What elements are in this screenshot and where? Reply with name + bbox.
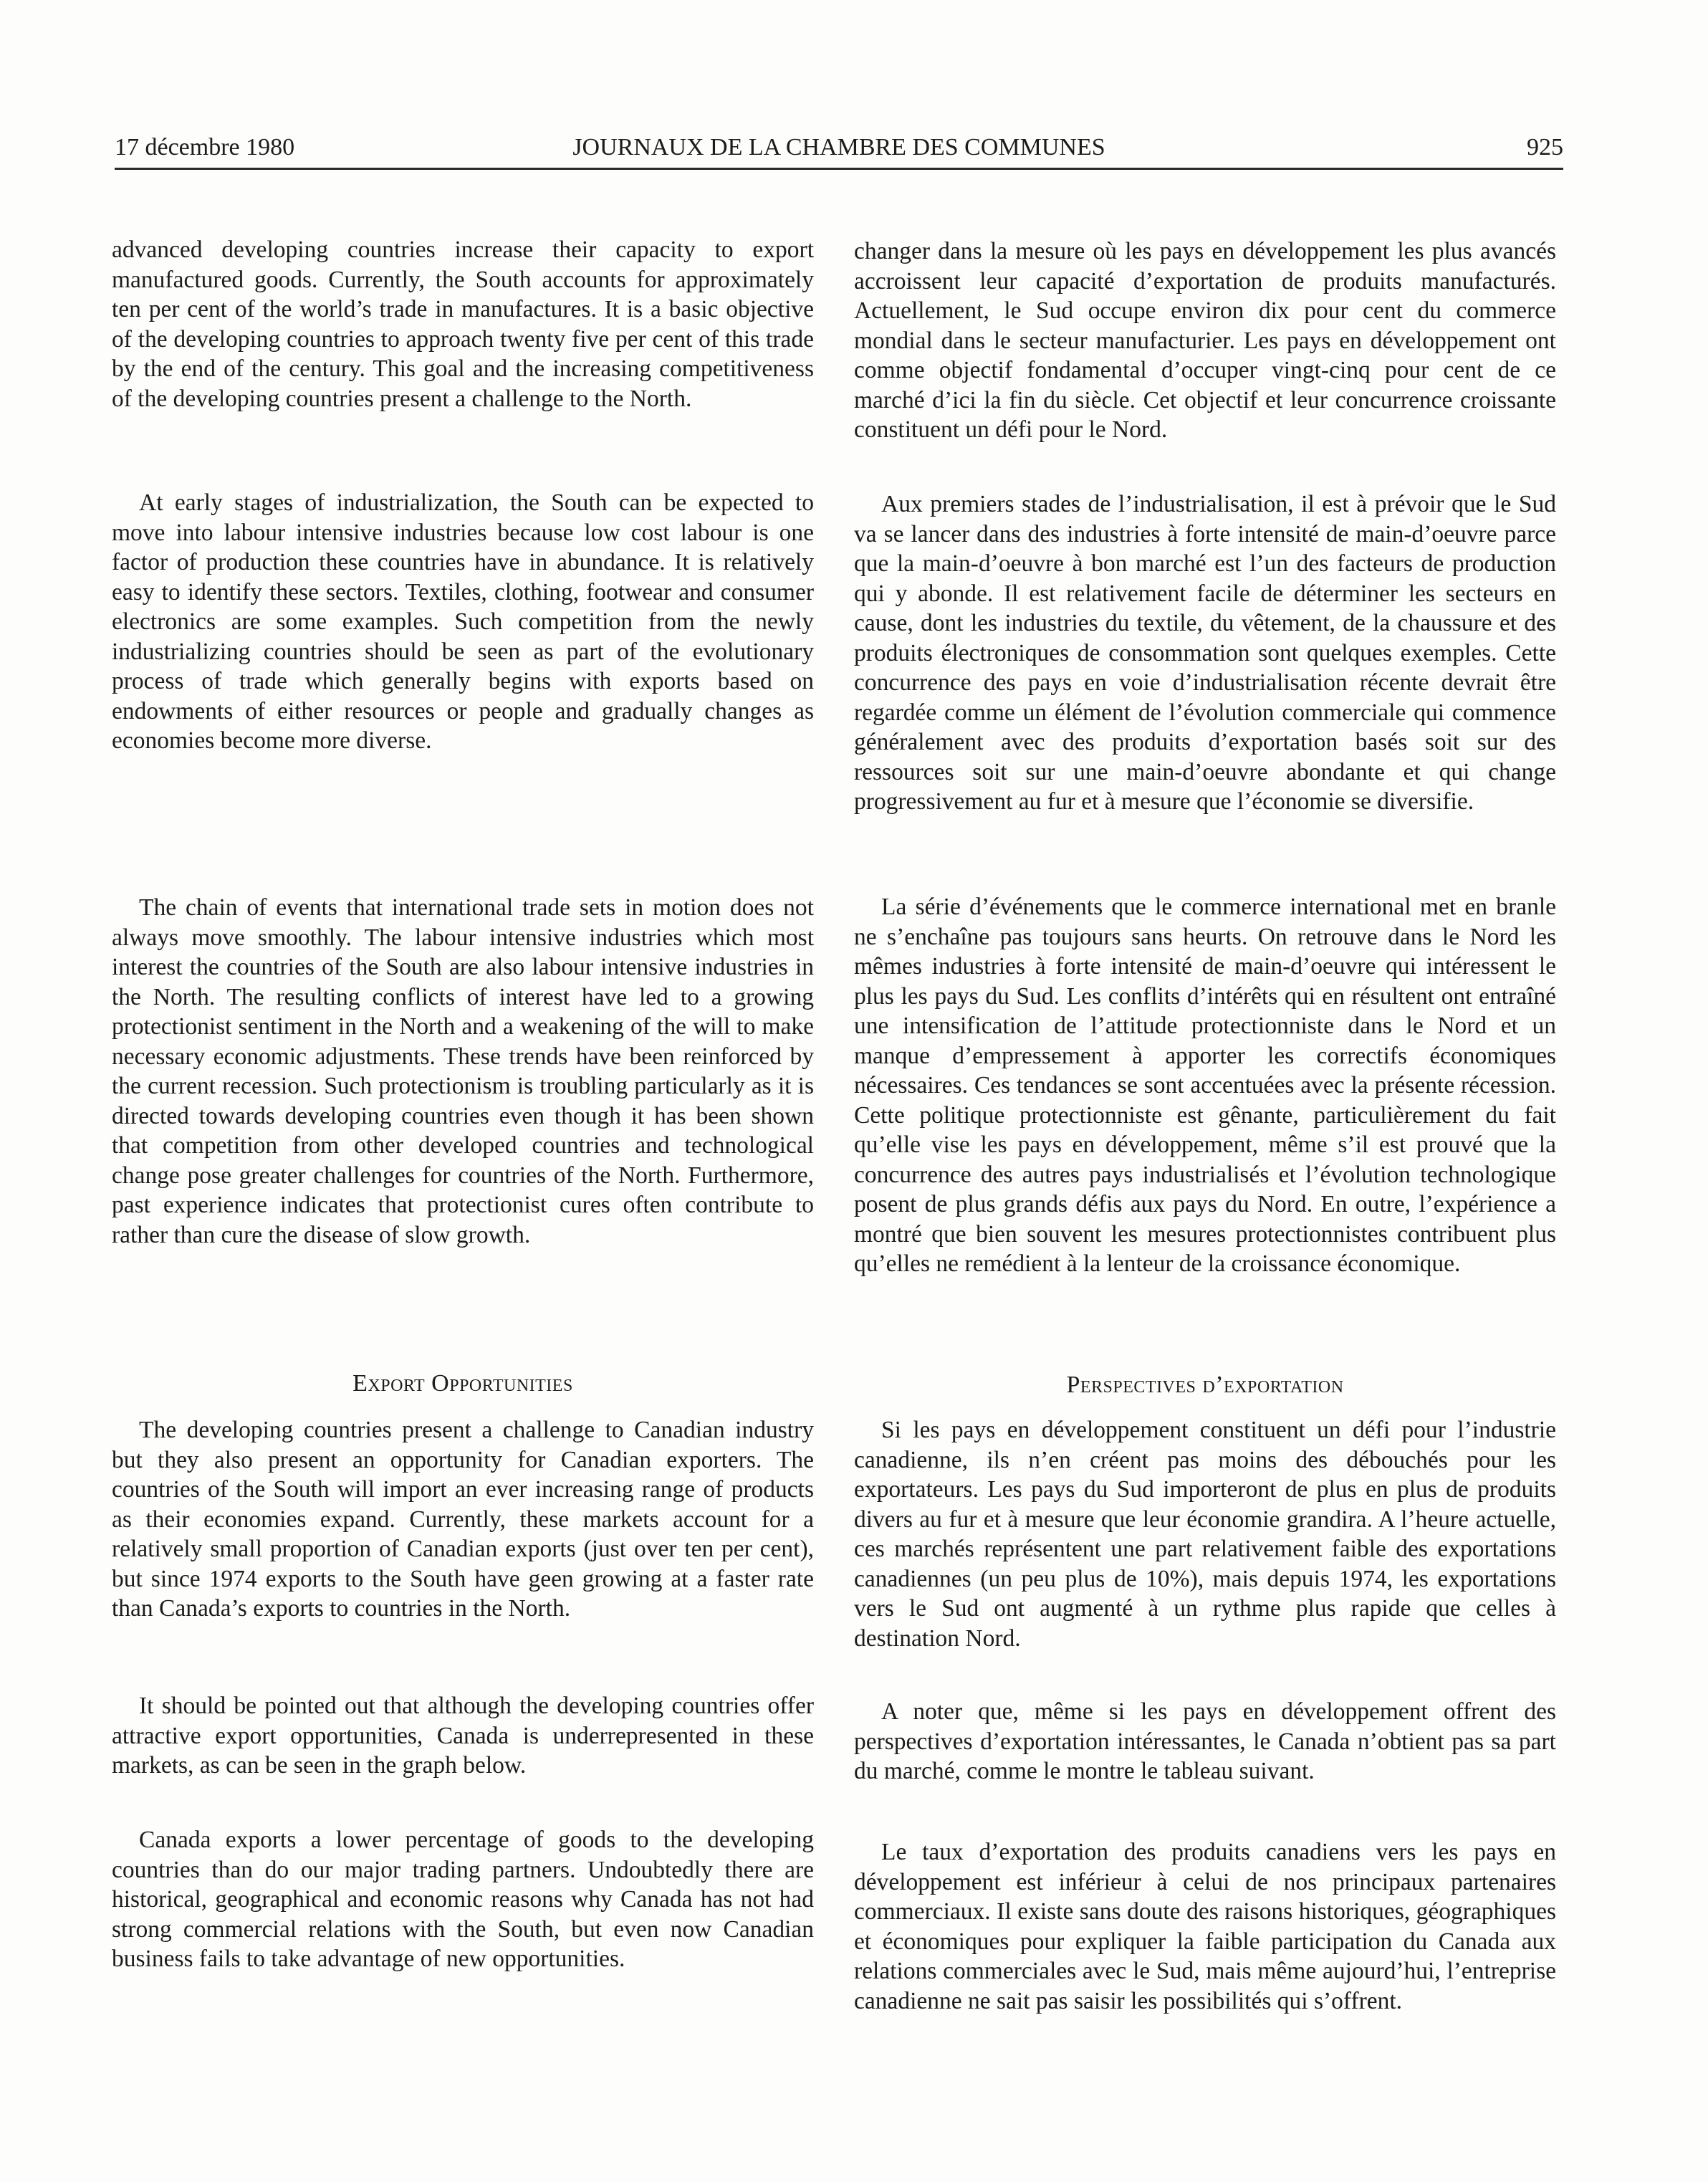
en-section-heading: Export Opportunities xyxy=(352,1370,573,1397)
fr-paragraph-6: Le taux d’exportation des produits canadiens vers les pays en développement est inférieur à celui de nos principaux partenaires commerciaux. Il existe sans doute des raisons historiques, géographiques et économiques pour expliquer la faible participation du Canada aux relations commerciales avec le Sud, mais même aujourd’hui, l’entreprise canadienne ne sait pas saisir les possibilités qui s’offrent. xyxy=(854,1839,1556,2014)
fr-paragraph-3: La série d’événements que le commerce international met en branle ne s’enchaîne pas toujours sans heurts. On retrouve dans le Nord les mêmes industries à forte intensité de main-d’oeuvre qui intéressent le plus les pays du Sud. Les conflits d’intérêts qui en résultent ont entraîné une intensification de l’attitude protectionniste dans le Nord et un manque d’empressement à apporter les correctifs économiques nécessaires. Ces tendances se sont accentuées avec la présente récession. Cette politique protectionniste est gênante, particulièrement du fait qu’elle vise les pays en développement, même s’il est prouvé que la concurrence des autres pays industrialisés et l’évolution technologique posent de plus grands défis aux pays du Nord. En outre, l’expérience a montré que bien souvent les mesures protectionnistes contribuent plus qu’elles ne remédient à la lenteur de la croissance économique. xyxy=(854,894,1556,1277)
en-paragraph-4: The developing countries present a challenge to Canadian industry but they also present an opportunity for Canadian exporters. The countries of the South will import an ever increasing range of products as their economies expand. Currently, these markets account for a relatively small proportion of Canadian exports (just over ten per cent), but since 1974 exports to the South have geen growing at a faster rate than Canada’s exports to countries in the North. xyxy=(112,1417,814,1622)
fr-section-heading: Perspectives d’exportation xyxy=(1066,1372,1344,1398)
en-paragraph-5: It should be pointed out that although the developing countries offer attractive export opportunities, Canada is underrepresented in these markets, as can be seen in the graph below. xyxy=(112,1693,814,1779)
fr-paragraph-2: Aux premiers stades de l’industrialisation, il est à prévoir que le Sud va se lancer dans des industries à forte intensité de main-d’oeuvre parce que la main-d’oeuvre à bon marché est l’un des facteurs de production qui y abonde. Il est relativement facile de déterminer les secteurs en cause, dont les industries du textile, du vêtement, de la chaussure et des produits électroniques de consommation sont quelques exemples. Cette concurrence des pays en voie d’industrialisation récente devrait être regardée comme un élément de l’évolution commerciale qui commence généralement avec des produits d’exportation basés soit sur des ressources soit sur une main-d’oeuvre abondante et qui change progressivement au fur et à mesure que l’économie se diversifie. xyxy=(854,491,1556,815)
en-paragraph-2: At early stages of industrialization, the South can be expected to move into labour intensive industries because low cost labour is one factor of production these countries have in abundance. It is relatively easy to identify these sectors. Textiles, clothing, footwear and consumer electronics are some examples. Such competition from the newly industrializing countries should be seen as part of the evolutionary process of trade which generally begins with exports based on endowments of either resources or people and gradually changes as economies become more diverse. xyxy=(112,489,814,754)
fr-paragraph-1: changer dans la mesure où les pays en développement les plus avancés accroissent leur capacité d’exportation de produits manufacturés. Actuellement, le Sud occupe environ dix pour cent du commerce mondial dans le secteur manufacturier. Les pays en développement ont comme objectif fondamental d’occuper vingt-cinq pour cent de ce marché d’ici la fin du siècle. Cet objectif et leur concurrence croissante constituent un défi pour le Nord. xyxy=(854,238,1556,443)
fr-paragraph-4: Si les pays en développement constituent un défi pour l’industrie canadienne, ils n’en créent pas moins des débouchés pour les exportateurs. Les pays du Sud importeront de plus en plus de produits divers au fur et à mesure que leur économie grandira. A l’heure actuelle, ces marchés représentent une part relativement faible des exportations canadiennes (un peu plus de 10%), mais depuis 1974, les exportations vers le Sud ont augmenté à un rythme plus rapide que celles à destination Nord. xyxy=(854,1417,1556,1652)
header-title: JOURNAUX DE LA CHAMBRE DES COMMUNES xyxy=(572,134,1105,161)
en-paragraph-3: The chain of events that international trade sets in motion does not always move smoothly. The labour intensive industries which most interest the countries of the South are also labour intensive industries in the North. The resulting conflicts of interest have led to a growing protectionist sentiment in the North and a weakening of the will to make necessary economic adjustments. These trends have been reinforced by the current recession. Such protectionism is troubling particularly as it is directed towards developing countries even though it has been shown that competition from other developed countries and technological change pose greater challenges for countries of the North. Furthermore, past experience indicates that protectionist cures often contribute to rather than cure the disease of slow growth. xyxy=(112,894,814,1248)
page-number: 925 xyxy=(1527,134,1563,161)
page-header xyxy=(115,128,1563,170)
en-paragraph-6: Canada exports a lower percentage of goods to the developing countries than do our major trading partners. Undoubtedly there are historical, geographical and economic reasons why Canada has not had strong commercial relations with the South, but even now Canadian business fails to take advantage of new opportunities. xyxy=(112,1827,814,1972)
header-date: 17 décembre 1980 xyxy=(115,134,295,161)
en-paragraph-1: advanced developing countries increase their capacity to export manufactured goods. Currently, the South accounts for approximately ten per cent of the world’s trade in manufactures. It is a basic objective of the developing countries to approach twenty five per cent of this trade by the end of the century. This goal and the increasing competitiveness of the developing countries present a challenge to the North. xyxy=(112,236,814,412)
fr-paragraph-5: A noter que, même si les pays en développement offrent des perspectives d’exportation intéressantes, le Canada n’obtient pas sa part du marché, comme le montre le tableau suivant. xyxy=(854,1698,1556,1784)
